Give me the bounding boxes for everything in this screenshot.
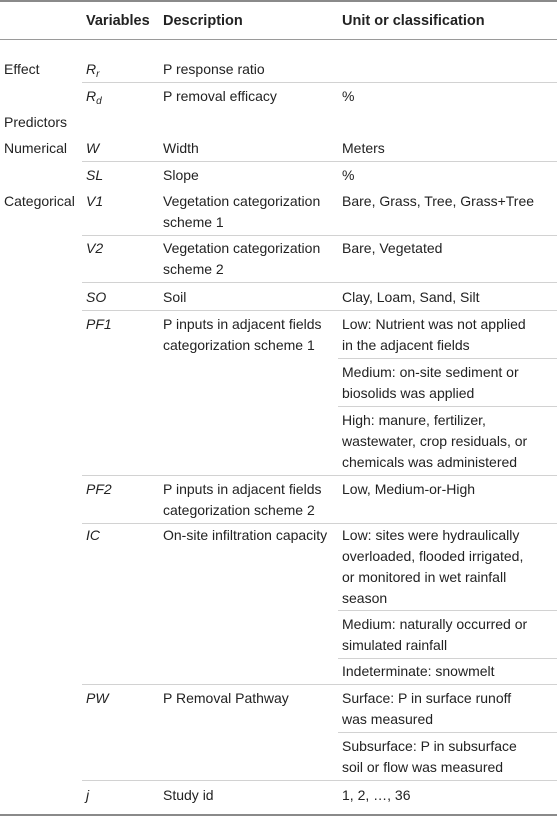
var-j: j <box>86 787 90 803</box>
desc-pw: P Removal Pathway <box>163 690 289 706</box>
header-variables: Variables <box>86 13 150 29</box>
unit-pf1-high-line3: chemicals was administered <box>342 454 518 470</box>
var-pw: PW <box>86 690 109 706</box>
desc-v2-line2: scheme 2 <box>163 261 224 277</box>
row-divider <box>82 475 557 476</box>
unit-pf1-low-line1: Low: Nutrient was not applied <box>342 316 526 332</box>
var-pf1: PF1 <box>86 316 112 332</box>
unit-pf2: Low, Medium-or-High <box>342 481 476 497</box>
row-divider <box>338 406 557 407</box>
var-sl: SL <box>86 167 104 183</box>
unit-pf1-medium-line2: biosolids was applied <box>342 385 475 401</box>
group-effect: Effect <box>4 61 40 77</box>
row-divider <box>82 780 557 781</box>
unit-ic-medium-line1: Medium: naturally occurred or <box>342 616 528 632</box>
row-divider <box>82 235 557 236</box>
table-header <box>0 2 557 40</box>
unit-w: Meters <box>342 140 385 156</box>
group-numerical: Numerical <box>4 140 68 156</box>
row-divider <box>82 684 557 685</box>
row-divider <box>82 310 557 311</box>
var-ic: IC <box>86 527 100 543</box>
header-description: Description <box>163 13 243 29</box>
desc-v1-line1: Vegetation categorization <box>163 193 321 209</box>
unit-sl: % <box>342 167 355 183</box>
desc-w: Width <box>163 140 199 156</box>
row-divider <box>82 161 557 162</box>
desc-v1-line2: scheme 1 <box>163 214 224 230</box>
unit-pw-surface-line1: Surface: P in surface runoff <box>342 690 512 706</box>
desc-ic: On-site infiltration capacity <box>163 527 328 543</box>
desc-pf1-line1: P inputs in adjacent fields <box>163 316 322 332</box>
desc-v2-line1: Vegetation categorization <box>163 240 321 256</box>
var-so: SO <box>86 289 107 305</box>
var-rr: $R_r$ <box>86 61 100 80</box>
unit-pf1-high-line2: wastewater, crop residuals, or <box>342 433 528 449</box>
unit-rd: % <box>342 88 355 104</box>
header-unit: Unit or classification <box>342 13 485 29</box>
row-divider <box>338 610 557 611</box>
row-divider <box>82 282 557 283</box>
row-divider <box>82 82 557 83</box>
unit-pw-surface-line2: was measured <box>342 711 434 727</box>
unit-ic-indeterminate: Indeterminate: snowmelt <box>342 663 495 679</box>
unit-pw-subsurface-line1: Subsurface: P in subsurface <box>342 738 517 754</box>
desc-so: Soil <box>163 289 187 305</box>
desc-pf1-line2: categorization scheme 1 <box>163 337 315 353</box>
row-divider <box>82 523 557 524</box>
desc-rd: P removal efficacy <box>163 88 277 104</box>
unit-pw-subsurface-line2: soil or flow was measured <box>342 759 504 775</box>
var-v1: V1 <box>86 193 104 209</box>
unit-ic-medium-line2: simulated rainfall <box>342 637 448 653</box>
group-predictors: Predictors <box>4 114 68 130</box>
unit-v1: Bare, Grass, Tree, Grass+Tree <box>342 193 535 209</box>
row-divider <box>338 358 557 359</box>
desc-pf2-line2: categorization scheme 2 <box>163 502 315 518</box>
unit-ic-low-line2: overloaded, flooded irrigated, <box>342 548 524 564</box>
desc-sl: Slope <box>163 167 199 183</box>
unit-pf1-high-line1: High: manure, fertilizer, <box>342 412 486 428</box>
unit-ic-low-line4: season <box>342 590 388 606</box>
unit-so: Clay, Loam, Sand, Silt <box>342 289 480 305</box>
desc-rr: P response ratio <box>163 61 265 77</box>
var-rd: $R_d$ <box>86 88 102 107</box>
unit-v2: Bare, Vegetated <box>342 240 443 256</box>
var-pf2: PF2 <box>86 481 112 497</box>
group-categorical: Categorical <box>4 193 75 209</box>
unit-pf1-low-line2: in the adjacent fields <box>342 337 470 353</box>
unit-ic-low-line3: or monitored in wet rainfall <box>342 569 507 585</box>
unit-pf1-medium-line1: Medium: on-site sediment or <box>342 364 519 380</box>
row-divider <box>338 658 557 659</box>
unit-ic-low-line1: Low: sites were hydraulically <box>342 527 520 543</box>
unit-j: 1, 2, …, 36 <box>342 787 411 803</box>
desc-pf2-line1: P inputs in adjacent fields <box>163 481 322 497</box>
desc-j: Study id <box>163 787 214 803</box>
var-v2: V2 <box>86 240 104 256</box>
var-w: W <box>86 140 100 156</box>
row-divider <box>338 732 557 733</box>
